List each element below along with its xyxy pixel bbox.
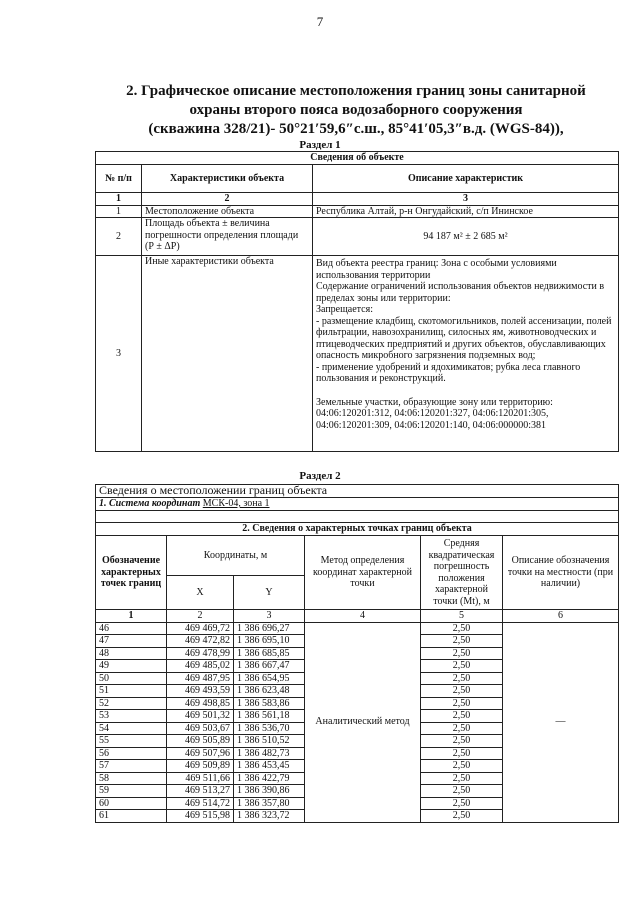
section1-caption: Сведения об объекте <box>96 152 619 165</box>
point-id: 54 <box>96 722 167 735</box>
point-accuracy: 2,50 <box>421 672 503 685</box>
col-header-designation: Обозначение характерных точек границ <box>96 536 167 610</box>
point-x: 469 507,96 <box>167 747 234 760</box>
row-number: 3 <box>96 256 142 452</box>
heading-line-2: охраны второго пояса водозаборного сооружения <box>189 102 523 118</box>
point-id: 46 <box>96 622 167 635</box>
section2-title: Раздел 2 <box>299 470 341 482</box>
col-number: 4 <box>305 610 421 623</box>
point-x: 469 478,99 <box>167 647 234 660</box>
point-accuracy: 2,50 <box>421 810 503 823</box>
table-row <box>96 622 619 635</box>
col-header-accuracy: Средняя квадратическая погрешность положения характерной точки (Mt), м <box>421 536 503 610</box>
row-value <box>313 256 619 452</box>
row-characteristic: Местоположение объекта <box>142 205 313 218</box>
value-line: Содержание ограничений использования объектов недвижимости в пределах зоны или территории: <box>316 281 605 304</box>
point-x: 469 503,67 <box>167 722 234 735</box>
value-line <box>316 385 615 397</box>
col-number: 5 <box>421 610 503 623</box>
point-id: 57 <box>96 760 167 773</box>
point-id: 49 <box>96 660 167 673</box>
point-method: Аналитический метод <box>305 622 421 822</box>
col-number: 1 <box>96 610 167 623</box>
point-x: 469 493,59 <box>167 685 234 698</box>
point-accuracy: 2,50 <box>421 772 503 785</box>
col-header-coords: Координаты, м <box>167 536 305 576</box>
point-y: 1 386 453,45 <box>234 760 305 773</box>
point-accuracy: 2,50 <box>421 722 503 735</box>
point-id: 51 <box>96 685 167 698</box>
value-line: Запрещается: <box>316 304 373 315</box>
point-id: 61 <box>96 810 167 823</box>
point-x: 469 498,85 <box>167 697 234 710</box>
section2-caption: Сведения о местоположении границ объекта <box>96 485 619 498</box>
heading-line-1: 2. Графическое описание местоположения границ зоны санитарной <box>126 83 586 99</box>
point-id: 59 <box>96 785 167 798</box>
col-header-method: Метод определения координат характерной точки <box>305 536 421 610</box>
point-id: 50 <box>96 672 167 685</box>
coord-system-value: МСК-04, зона 1 <box>202 498 270 509</box>
row-number: 2 <box>96 218 142 256</box>
row-number: 1 <box>96 205 142 218</box>
points-caption: 2. Сведения о характерных точках границ объекта <box>96 523 619 536</box>
row-characteristic: Площадь объекта ± величина погрешности определения площади (Р ± ΔР) <box>142 218 313 256</box>
point-x: 469 505,89 <box>167 735 234 748</box>
point-accuracy: 2,50 <box>421 710 503 723</box>
point-accuracy: 2,50 <box>421 785 503 798</box>
point-x: 469 511,66 <box>167 772 234 785</box>
col-number: 1 <box>96 193 142 206</box>
point-accuracy: 2,50 <box>421 760 503 773</box>
point-description: — <box>503 622 619 822</box>
boundary-points-table <box>95 484 619 823</box>
point-y: 1 386 623,48 <box>234 685 305 698</box>
value-line: Земельные участки, образующие зону или территорию: 04:06:120201:312, 04:06:120201:327, 04:06:120201:305, 04:06:120201:309, 04:06:120201:140, 04:06:000000:381 <box>316 396 553 431</box>
point-id: 56 <box>96 747 167 760</box>
point-y: 1 386 422,79 <box>234 772 305 785</box>
col-header-description: Описание характеристик <box>313 165 619 193</box>
col-number: 6 <box>503 610 619 623</box>
point-accuracy: 2,50 <box>421 660 503 673</box>
point-accuracy: 2,50 <box>421 697 503 710</box>
document-heading <box>96 82 616 139</box>
point-y: 1 386 536,70 <box>234 722 305 735</box>
value-line: - размещение кладбищ, скотомогильников, полей ассенизации, полей фильтрации, навозохранилищ, силосных ям, животноводческих и птицеводческих предприятий и других объектов, обуславливающих опасность микробного загрязнения подземных вод; <box>316 315 612 361</box>
point-id: 48 <box>96 647 167 660</box>
point-y: 1 386 482,73 <box>234 747 305 760</box>
point-accuracy: 2,50 <box>421 635 503 648</box>
col-header-y: Y <box>234 576 305 610</box>
col-number: 2 <box>167 610 234 623</box>
point-id: 52 <box>96 697 167 710</box>
spacer-row <box>96 511 619 523</box>
row-value: 94 187 м² ± 2 685 м² <box>313 218 619 256</box>
col-header-point-description: Описание обозначения точки на местности (при наличии) <box>503 536 619 610</box>
table-row <box>96 205 619 218</box>
object-info-table <box>95 151 619 452</box>
point-accuracy: 2,50 <box>421 735 503 748</box>
col-number: 3 <box>234 610 305 623</box>
point-y: 1 386 695,10 <box>234 635 305 648</box>
point-y: 1 386 685,85 <box>234 647 305 660</box>
page-number: 7 <box>316 14 324 29</box>
point-x: 469 469,72 <box>167 622 234 635</box>
point-y: 1 386 667,47 <box>234 660 305 673</box>
col-header-num: № п/п <box>96 165 142 193</box>
point-x: 469 509,89 <box>167 760 234 773</box>
table-row <box>96 256 619 452</box>
point-x: 469 501,32 <box>167 710 234 723</box>
point-x: 469 513,27 <box>167 785 234 798</box>
point-accuracy: 2,50 <box>421 685 503 698</box>
point-y: 1 386 583,86 <box>234 697 305 710</box>
point-y: 1 386 390,86 <box>234 785 305 798</box>
point-y: 1 386 654,95 <box>234 672 305 685</box>
point-accuracy: 2,50 <box>421 622 503 635</box>
point-y: 1 386 357,80 <box>234 797 305 810</box>
col-number: 3 <box>313 193 619 206</box>
point-id: 58 <box>96 772 167 785</box>
point-id: 55 <box>96 735 167 748</box>
col-number: 2 <box>142 193 313 206</box>
point-x: 469 515,98 <box>167 810 234 823</box>
col-header-x: X <box>167 576 234 610</box>
table-row <box>96 218 619 256</box>
point-y: 1 386 323,72 <box>234 810 305 823</box>
point-id: 53 <box>96 710 167 723</box>
col-header-characteristic: Характеристики объекта <box>142 165 313 193</box>
row-value: Республика Алтай, р-н Онгудайский, с/п Ининское <box>313 205 619 218</box>
point-id: 60 <box>96 797 167 810</box>
section1-title: Раздел 1 <box>299 139 341 151</box>
heading-line-3: (скважина 328/21)- 50°21′59,6″с.ш., 85°41′05,3″в.д. (WGS-84)), <box>148 121 564 137</box>
point-accuracy: 2,50 <box>421 647 503 660</box>
point-accuracy: 2,50 <box>421 747 503 760</box>
point-x: 469 472,82 <box>167 635 234 648</box>
coord-system <box>96 498 619 511</box>
point-x: 469 514,72 <box>167 797 234 810</box>
point-y: 1 386 510,52 <box>234 735 305 748</box>
point-id: 47 <box>96 635 167 648</box>
point-y: 1 386 696,27 <box>234 622 305 635</box>
point-accuracy: 2,50 <box>421 797 503 810</box>
coord-system-label: 1. Система координат <box>99 498 201 509</box>
value-line: Вид объекта реестра границ: Зона с особыми условиями использования территории <box>316 258 557 281</box>
row-characteristic: Иные характеристики объекта <box>142 256 313 452</box>
point-x: 469 487,95 <box>167 672 234 685</box>
point-y: 1 386 561,18 <box>234 710 305 723</box>
point-x: 469 485,02 <box>167 660 234 673</box>
value-line: - применение удобрений и ядохимикатов; рубка леса главного пользования и реконструкций. <box>316 361 581 384</box>
